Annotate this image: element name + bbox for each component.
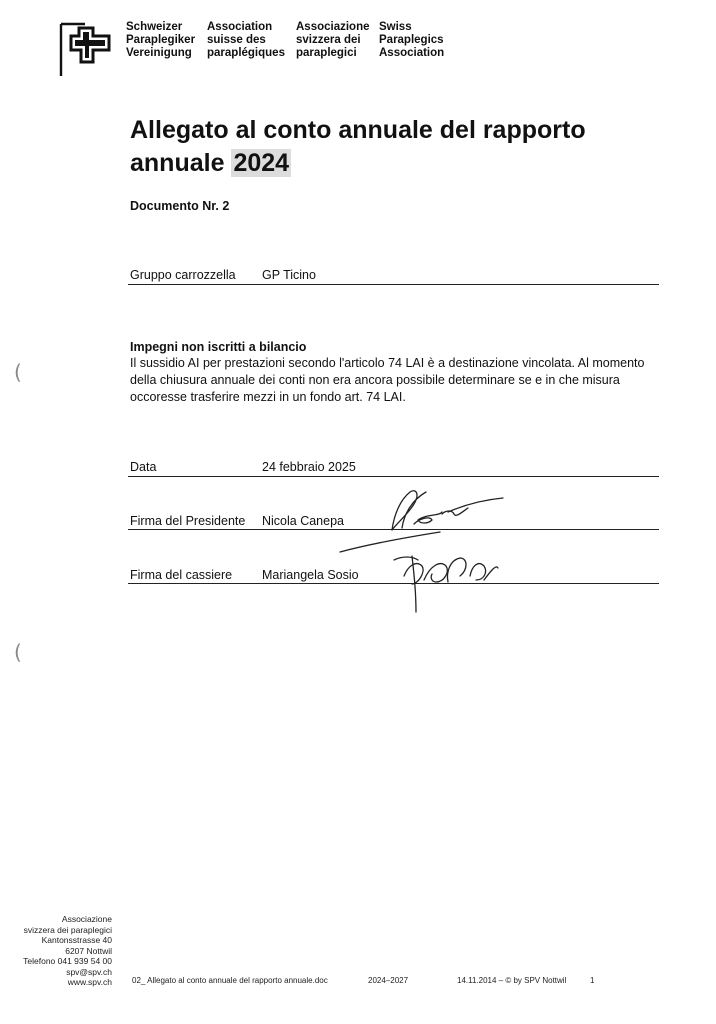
- date-label: Data: [130, 460, 157, 474]
- address-line: Telefono 041 939 54 00: [23, 956, 112, 966]
- president-name: Nicola Canepa: [262, 514, 344, 528]
- address-line: 6207 Nottwil: [65, 945, 112, 956]
- org-line: paraplegici: [296, 47, 357, 59]
- date-value: 24 febbraio 2025: [262, 460, 356, 474]
- document-number: Documento Nr. 2: [130, 199, 230, 213]
- org-line: suisse des: [207, 34, 266, 46]
- org-line: Schweizer: [126, 21, 183, 33]
- footer-period: 2024–2027: [368, 976, 409, 985]
- org-line: Paraplegiker: [126, 34, 196, 46]
- footer-filename: 02_ Allegato al conto annuale del rapporto annuale.doc: [132, 976, 328, 985]
- address-line: svizzera dei paraplegici: [23, 924, 112, 935]
- punch-mark: (: [14, 640, 22, 664]
- org-line: Association: [207, 21, 273, 33]
- org-line: svizzera dei: [296, 34, 361, 46]
- punch-mark: (: [14, 360, 22, 384]
- cashier-signature: [394, 556, 498, 612]
- president-signature: [340, 491, 503, 552]
- org-line: Associazione: [296, 21, 370, 33]
- footer-address: [12, 914, 112, 988]
- footer-version: 14.11.2014 – © by SPV Nottwil: [457, 976, 567, 985]
- group-label: Gruppo carrozzella: [130, 268, 236, 282]
- title-line-1: Allegato al conto annuale del rapporto: [130, 116, 586, 144]
- org-line: Association: [379, 47, 445, 59]
- section-heading: Impegni non iscritti a bilancio: [130, 340, 307, 354]
- cashier-name: Mariangela Sosio: [262, 568, 359, 582]
- president-label: Firma del Presidente: [130, 514, 246, 528]
- group-value: GP Ticino: [262, 268, 316, 282]
- section-body: Il sussidio AI per prestazioni secondo l'articolo 74 LAI è a destinazione vincolata. Al momento della chiusura annuale dei conti non era ancora possibile determinare se e in che misura occoresse trasferire mezzi in un fondo art. 74 LAI.: [130, 356, 645, 404]
- title-year: 2024: [233, 149, 290, 177]
- org-line: paraplégiques: [207, 47, 285, 59]
- org-line: Paraplegics: [379, 34, 444, 46]
- address-line: www.spv.ch: [67, 977, 112, 987]
- address-line: Associazione: [61, 914, 112, 924]
- org-line: Vereinigung: [126, 47, 192, 59]
- org-line: Swiss: [379, 21, 412, 33]
- address-line: spv@spv.ch: [66, 966, 112, 977]
- address-line: Kantonsstrasse 40: [41, 935, 112, 945]
- cashier-label: Firma del cassiere: [130, 568, 233, 582]
- title-prefix: annuale: [130, 149, 225, 177]
- footer-page-number: 1: [590, 976, 595, 985]
